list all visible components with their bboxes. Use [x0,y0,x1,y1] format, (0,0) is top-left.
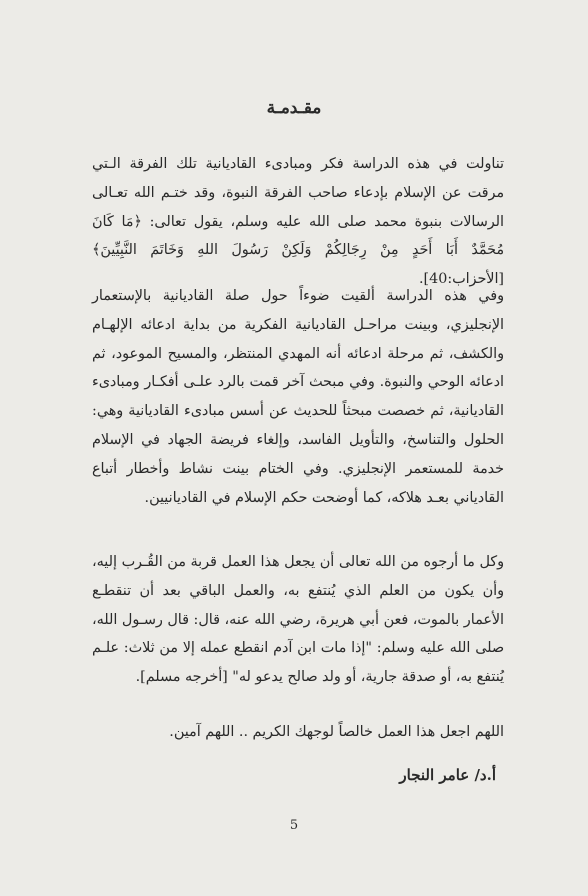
author-signature: أ.د/ عامر النجار [399,766,496,784]
page-title: مقـدمـة [266,98,322,118]
paragraph-study-outline: وفي هذه الدراسة ألقيت ضوءاً حول صلة القاديانية بالإستعمار الإنجليزي، وبينت مراحـل القاديانية الفكرية من بداية ادعائه الإلهـام والكشف، ثم مرحلة ادعائه أنه المهدي المنتظر، والمسيح الموعود، ثم ادعائه الوحي والنبوة. وفي مبحث آخر قمت بالرد علـى أفكـار ومبادىء القاديانية، ثم خصصت مبحثاً للحديث عن أسس مبادىء القاديانية وهي: الحلول والتناسخ، والتأويل الفاسد، وإلغاء فريضة الجهاد في الإسلام خدمة للمستعمر الإنجليزي. وفي الختام بينت نشاط وأخطار أتباع القادياني بعـد هلاكه، كما أوضحت حكم الإسلام في القاديانيين. [92,288,504,506]
paragraph-hope: وكل ما أرجوه من الله تعالى أن يجعل هذا العمل قربة من القُـرب إليه، وأن يكون من العلم الذي يُنتفع به، والعمل الباقي بعد أن تنقطـع الأعمار بالموت، فعن أبي هريرة، رضي الله عنه، قال: قال رسـول الله، صلى الله عليه وسلم: "إذا مات ابن آدم انقطع عمله إلا من ثلاث: علـم يُنتفع به، أو صدقة جارية، أو ولد صالح يدعو له" [أخرجه مسلم]. [92,554,504,686]
paragraph-introduction: تناولت في هذه الدراسة فكر ومبادىء القاديانية تلك الفرقة الـتي مرقت عن الإسلام بإدعاء صاحب الفرقة النبوة، وقد ختـم الله تعـالى الرسالات بنبوة محمد صلى الله عليه وسلم، يقول تعالى: ﴿مَا كَانَ مُحَمَّدٌ أَبَا أَحَدٍ مِنْ رِجَالِكُمْ وَلَكِنْ رَسُولَ اللهِ وَخَاتَمَ النَّبِيِّينَ﴾ [الأحزاب:40]. [92,156,504,288]
page-number: 5 [289,818,299,833]
paragraph-prayer: اللهم اجعل هذا العمل خالصاً لوجهك الكريم .. اللهم آمين. [169,724,504,740]
